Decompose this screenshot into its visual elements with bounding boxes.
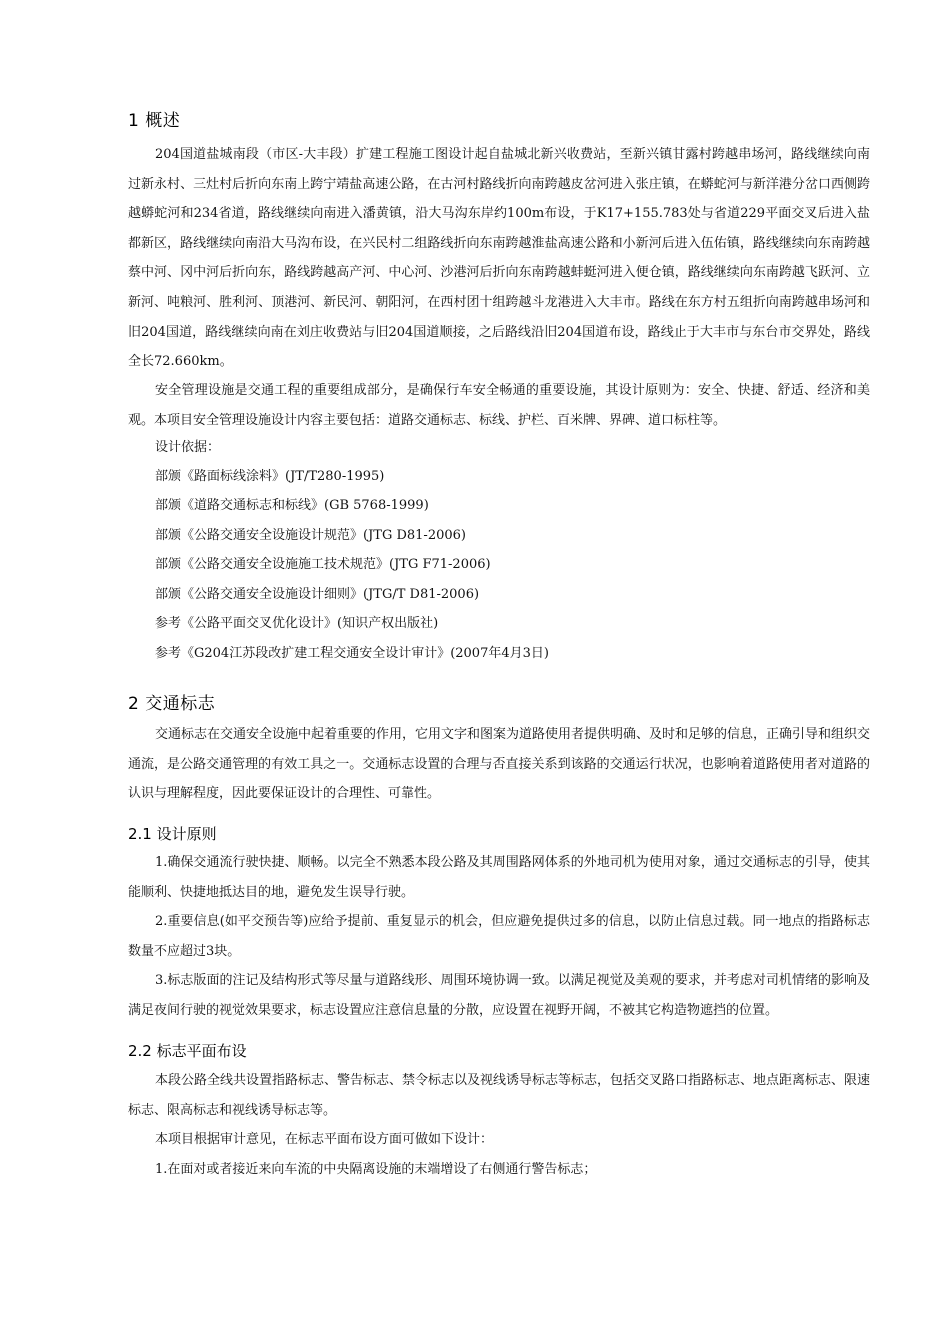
section-2-2-paragraph-1: 本段公路全线共设置指路标志、警告标志、禁令标志以及视线诱导标志等标志，包括交叉路口指路标志、地点距离标志、限速标志、限高标志和视线诱导标志等。 xyxy=(128,1073,871,1118)
principle-item: 2.重要信息(如平交预告等)应给予提前、重复显示的机会，但应避免提供过多的信息，以防止信息过载。同一地点的指路标志数量不应超过3块。 xyxy=(128,914,870,959)
design-basis-item: 参考《公路平面交叉优化设计》(知识产权出版社) xyxy=(155,616,439,631)
design-basis-item: 部颁《公路交通安全设施施工技术规范》(JTG F71-2006) xyxy=(155,557,491,572)
section-1-heading: 1 概述 xyxy=(128,111,181,131)
design-basis-item: 部颁《道路交通标志和标线》(GB 5768-1999) xyxy=(155,498,429,513)
principle-item: 1.确保交通流行驶快捷、顺畅。以完全不熟悉本段公路及其周围路网体系的外地司机为使用对象，通过交通标志的引导，使其能顺利、快捷地抵达目的地，避免发生误导行驶。 xyxy=(128,855,870,900)
design-basis-item: 部颁《公路交通安全设施设计细则》(JTG/T D81-2006) xyxy=(155,587,480,602)
section-2-2-paragraph-2: 本项目根据审计意见，在标志平面布设方面可做如下设计： xyxy=(155,1132,494,1147)
section-1-paragraph-2: 安全管理设施是交通工程的重要组成部分，是确保行车安全畅通的重要设施，其设计原则为：安全、快捷、舒适、经济和美观。本项目安全管理设施设计内容主要包括：道路交通标志、标线、护栏、百米牌、界碑、道口标柱等。 xyxy=(128,383,870,428)
section-2-heading: 2 交通标志 xyxy=(128,694,216,714)
design-basis-item: 参考《G204江苏段改扩建工程交通安全设计审计》(2007年4月3日) xyxy=(155,646,549,661)
design-basis-item: 部颁《公路交通安全设施设计规范》(JTG D81-2006) xyxy=(155,528,466,543)
section-1-paragraph-1: 204国道盐城南段（市区-大丰段）扩建工程施工图设计起自盐城北新兴收费站，至新兴镇甘露村跨越串场河，路线继续向南过新永村、三灶村后折向东南上跨宁靖盐高速公路，在古河村路线折向南跨越皮岔河进入张庄镇，在蟒蛇河与新洋港分岔口西侧跨越蟒蛇河和234省道，路线继续向南进入潘黄镇，沿大马沟东岸约100m布设，于K17+155.783处与省道229平面交叉后进入盐都新区，路线继续向南沿大马沟布设，在兴民村二组路线折向东南跨越淮盐高速公路和小新河后进入伍佑镇，路线继续向东南跨越蔡中河、冈中河后折向东，路线跨越高产河、中心河、沙港河后折向东南跨越蚌蜓河进入便仓镇，路线继续向东南跨越飞跃河、立新河、吨粮河、胜利河、顶港河、新民河、朝阳河，在西村团十组跨越斗龙港进入大丰市。路线在东方村五组折向南跨越串场河和旧204国道，路线继续向南在刘庄收费站与旧204国道顺接，之后路线沿旧204国道布设，路线止于大丰市与东台市交界处，路线全长72.660km。 xyxy=(128,147,870,370)
principle-item: 3.标志版面的注记及结构形式等尽量与道路线形、周围环境协调一致。以满足视觉及美观的要求，并考虑对司机情绪的影响及满足夜间行驶的视觉效果要求，标志设置应注意信息量的分散，应设置在视野开阔，不被其它构造物遮挡的位置。 xyxy=(128,973,870,1018)
design-basis-label: 设计依据： xyxy=(155,440,221,455)
section-2-2-heading: 2.2 标志平面布设 xyxy=(128,1042,247,1060)
design-basis-item: 部颁《路面标线涂料》(JT/T280-1995) xyxy=(155,469,385,484)
section-2-2-paragraph-3: 1.在面对或者接近来向车流的中央隔离设施的末端增设了右侧通行警告标志； xyxy=(155,1162,597,1177)
section-2-paragraph-1: 交通标志在交通安全设施中起着重要的作用，它用文字和图案为道路使用者提供明确、及时和足够的信息，正确引导和组织交通流，是公路交通管理的有效工具之一。交通标志设置的合理与否直接关系到该路的交通运行状况，也影响着道路使用者对道路的认识与理解程度，因此要保证设计的合理性、可靠性。 xyxy=(128,727,871,802)
section-2-1-heading: 2.1 设计原则 xyxy=(128,825,217,843)
